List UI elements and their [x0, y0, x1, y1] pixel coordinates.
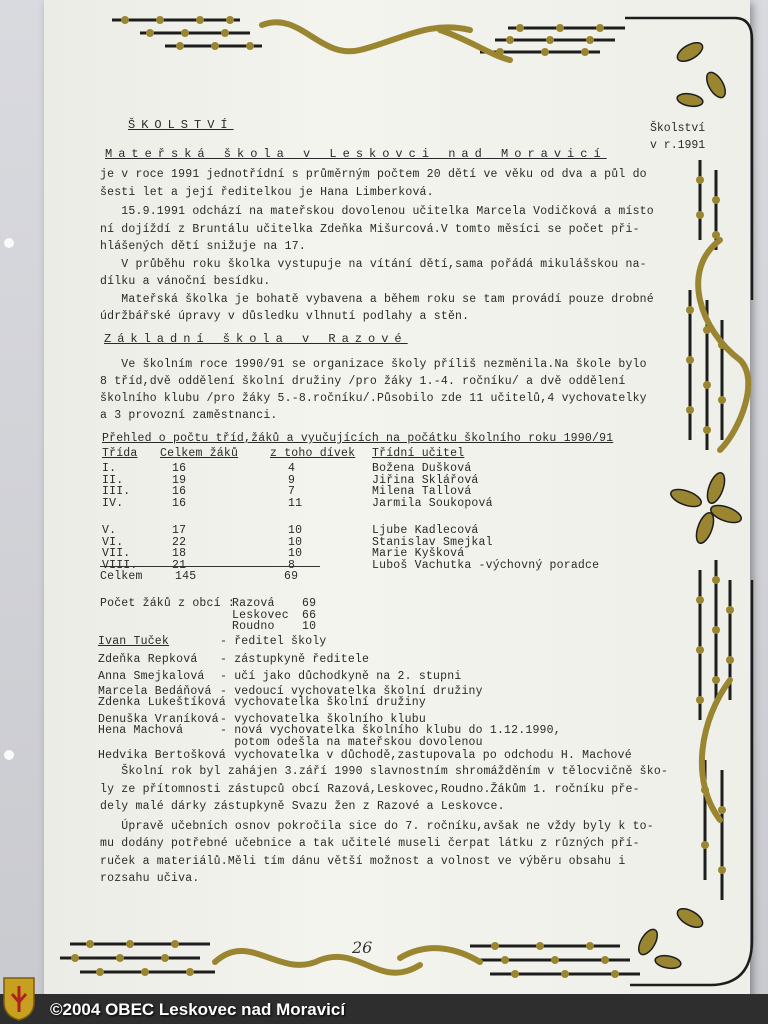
- total-divider: [100, 566, 320, 567]
- paragraph-line: dely malé dárky zástupkyně Svazu žen z Razové a Leskovce.: [100, 800, 505, 813]
- cell-divek: 10: [288, 524, 303, 537]
- paragraph-line: ruček a materiálů.Měli tím dánu větší možnost a volnost ve výběru obsahu i: [100, 854, 626, 868]
- cell-trida: VIII.: [102, 558, 138, 572]
- cell-trida: I.: [102, 462, 117, 475]
- paragraph-line: ní dojíždí z Bruntálu učitelka Zdeňka Mišurcová.V tomto měsíci se počet při-: [100, 222, 640, 236]
- staff-role: vychovatelka školní družiny: [220, 696, 426, 709]
- staff-role: - nová vychovatelka školního klubu do 1.12.1990,: [220, 724, 561, 737]
- paragraph-line: šesti let a její ředitelkou je Hana Limberková.: [100, 185, 434, 199]
- cell-divek: 10: [288, 547, 303, 560]
- paragraph-line: Školní rok byl zahájen 3.září 1990 slavnostním shromážděním v tělocvičně ško-: [100, 765, 669, 778]
- cell-divek: 9: [288, 473, 296, 487]
- cell-ucitel: Stanislav Smejkal: [372, 535, 493, 549]
- section-heading-zakladni: Základní škola v Razové: [104, 332, 408, 346]
- total-label: Celkem: [100, 570, 143, 583]
- cell-ucitel: Ljube Kadlecová: [372, 524, 479, 537]
- paragraph-line: hlášených dětí snižuje na 17.: [100, 240, 306, 253]
- cell-divek: 8: [288, 558, 296, 572]
- obec-name: Roudno: [232, 620, 275, 633]
- cell-ucitel: Jarmila Soukopová: [372, 496, 493, 510]
- paragraph-line: a 3 provozní zaměstnanci.: [100, 409, 278, 422]
- staff-role: - vedoucí vychovatelka školní družiny: [220, 685, 483, 698]
- page-number: 26: [352, 938, 373, 957]
- cell-celkem: 22: [172, 535, 187, 549]
- cell-trida: III.: [102, 485, 131, 498]
- cell-celkem: 17: [172, 524, 187, 537]
- staff-role: - zástupkyně ředitele: [220, 653, 370, 666]
- cell-divek: 4: [288, 462, 296, 475]
- cell-trida: VII.: [102, 547, 131, 560]
- paragraph-line: 15.9.1991 odchází na mateřskou dovolenou učitelka Marcela Vodičková a místo: [100, 205, 654, 218]
- margin-note-line2: v r.1991: [650, 139, 706, 152]
- staff-role: - ředitel školy: [220, 635, 327, 648]
- page-title: ŠKOLSTVÍ: [128, 118, 234, 132]
- margin-note: [650, 120, 705, 154]
- staff-role: - vychovatelka školního klubu: [220, 713, 426, 726]
- margin-note-line1: Školství: [650, 122, 706, 135]
- col-header-trida: Třída: [102, 447, 138, 460]
- paragraph-line: ly ze přítomnosti zástupců obcí Razová,Leskovec,Roudno.Žákům 1. ročníku pře-: [100, 782, 640, 796]
- staff-name: Zdeňka Repková: [98, 653, 198, 666]
- footer-copyright: ©2004 OBEC Leskovec nad Moravicí: [50, 1000, 346, 1019]
- obec-count: 10: [302, 620, 317, 633]
- cell-ucitel: Božena Dušková: [372, 462, 472, 475]
- cell-ucitel: Jiřina Sklářová: [372, 473, 479, 487]
- cell-trida: VI.: [102, 535, 124, 549]
- cell-divek: 11: [288, 496, 303, 510]
- staff-name: Hena Machová: [98, 724, 184, 737]
- cell-trida: II.: [102, 473, 124, 487]
- paragraph-line: Úpravě učebních osnov pokročila sice do 7. ročníku,avšak ne vždy byly k to-: [100, 819, 654, 833]
- overview-title: Přehled o počtu tříd,žáků a vyučujících na počátku školního roku 1990/91: [102, 432, 614, 445]
- col-header-celkem: Celkem žáků: [160, 447, 239, 460]
- paragraph-line: údržbářské úpravy v důsledku vlhnutí podlahy a stěn.: [100, 310, 470, 323]
- obec-count: 69: [302, 597, 317, 610]
- cell-celkem: 16: [172, 485, 187, 498]
- obec-name: Leskovec: [232, 608, 289, 622]
- paragraph-line: je v roce 1991 jednotřídní s průměrným počtem 20 dětí ve věku od dva a půl do: [100, 168, 647, 181]
- paragraph-line: rozsahu učiva.: [100, 872, 200, 885]
- cell-celkem: 21: [172, 558, 187, 572]
- staff-name: Denuška Vraníková: [98, 713, 219, 726]
- staff-name: Ivan Tuček: [98, 635, 170, 648]
- cell-divek: 7: [288, 485, 296, 498]
- paragraph-line: Ve školním roce 1990/91 se organizace školy příliš nezměnila.Na škole bylo: [100, 358, 647, 371]
- obec-count: 66: [302, 608, 317, 622]
- cell-divek: 10: [288, 535, 303, 549]
- cell-celkem: 16: [172, 496, 187, 510]
- cell-ucitel: Marie Kyšková: [372, 547, 465, 560]
- staff-name: Zdenka Lukeštíková: [98, 696, 226, 709]
- staff-name: Marcela Bedáňová: [98, 685, 212, 698]
- obce-label: Počet žáků z obcí :: [100, 597, 235, 610]
- cell-celkem: 19: [172, 473, 187, 487]
- total-divek: 69: [284, 570, 299, 583]
- staff-role: vychovatelka v důchodě,zastupovala po odchodu H. Machové: [220, 749, 632, 762]
- paragraph-line: V průběhu roku školka vystupuje na vítání dětí,sama pořádá mikulášskou na-: [100, 257, 647, 271]
- total-celkem: 145: [175, 570, 197, 583]
- coat-of-arms-icon: [2, 976, 36, 1022]
- staff-role: potom odešla na mateřskou dovolenou: [220, 736, 483, 749]
- paragraph-line: mu dodány potřebné učebnice a tak učitelé museli čerpat látku z různých pří-: [100, 837, 640, 850]
- staff-name: Hedvika Bertošková: [98, 749, 226, 762]
- col-header-ucitel: Třídní učitel: [372, 447, 465, 460]
- cell-trida: V.: [102, 524, 117, 537]
- obec-name: Razová: [232, 597, 275, 610]
- paragraph-line: Mateřská školka je bohatě vybavena a během roku se tam provádí pouze drobné: [100, 292, 654, 306]
- staff-name: Anna Smejkalová: [98, 670, 205, 683]
- cell-celkem: 18: [172, 547, 187, 560]
- paragraph-line: dílku a vánoční besídku.: [100, 275, 271, 288]
- paragraph-line: školního klubu /pro žáky 5.-8.ročníku/.Působilo zde 11 učitelů,4 vychovatelky: [100, 392, 647, 405]
- paragraph-line: 8 tříd,dvě oddělení školní družiny /pro žáky 1.-4. ročníku/ a dvě oddělení: [100, 375, 626, 388]
- section-heading-materska: Mateřská škola v Leskovci nad Moravicí: [105, 147, 607, 161]
- col-header-divek: z toho dívek: [270, 447, 356, 460]
- cell-ucitel: Milena Tallová: [372, 485, 472, 498]
- cell-ucitel: Luboš Vachutka -výchovný poradce: [372, 558, 600, 572]
- cell-trida: IV.: [102, 496, 124, 510]
- cell-celkem: 16: [172, 462, 187, 475]
- staff-role: - učí jako důchodkyně na 2. stupni: [220, 670, 462, 683]
